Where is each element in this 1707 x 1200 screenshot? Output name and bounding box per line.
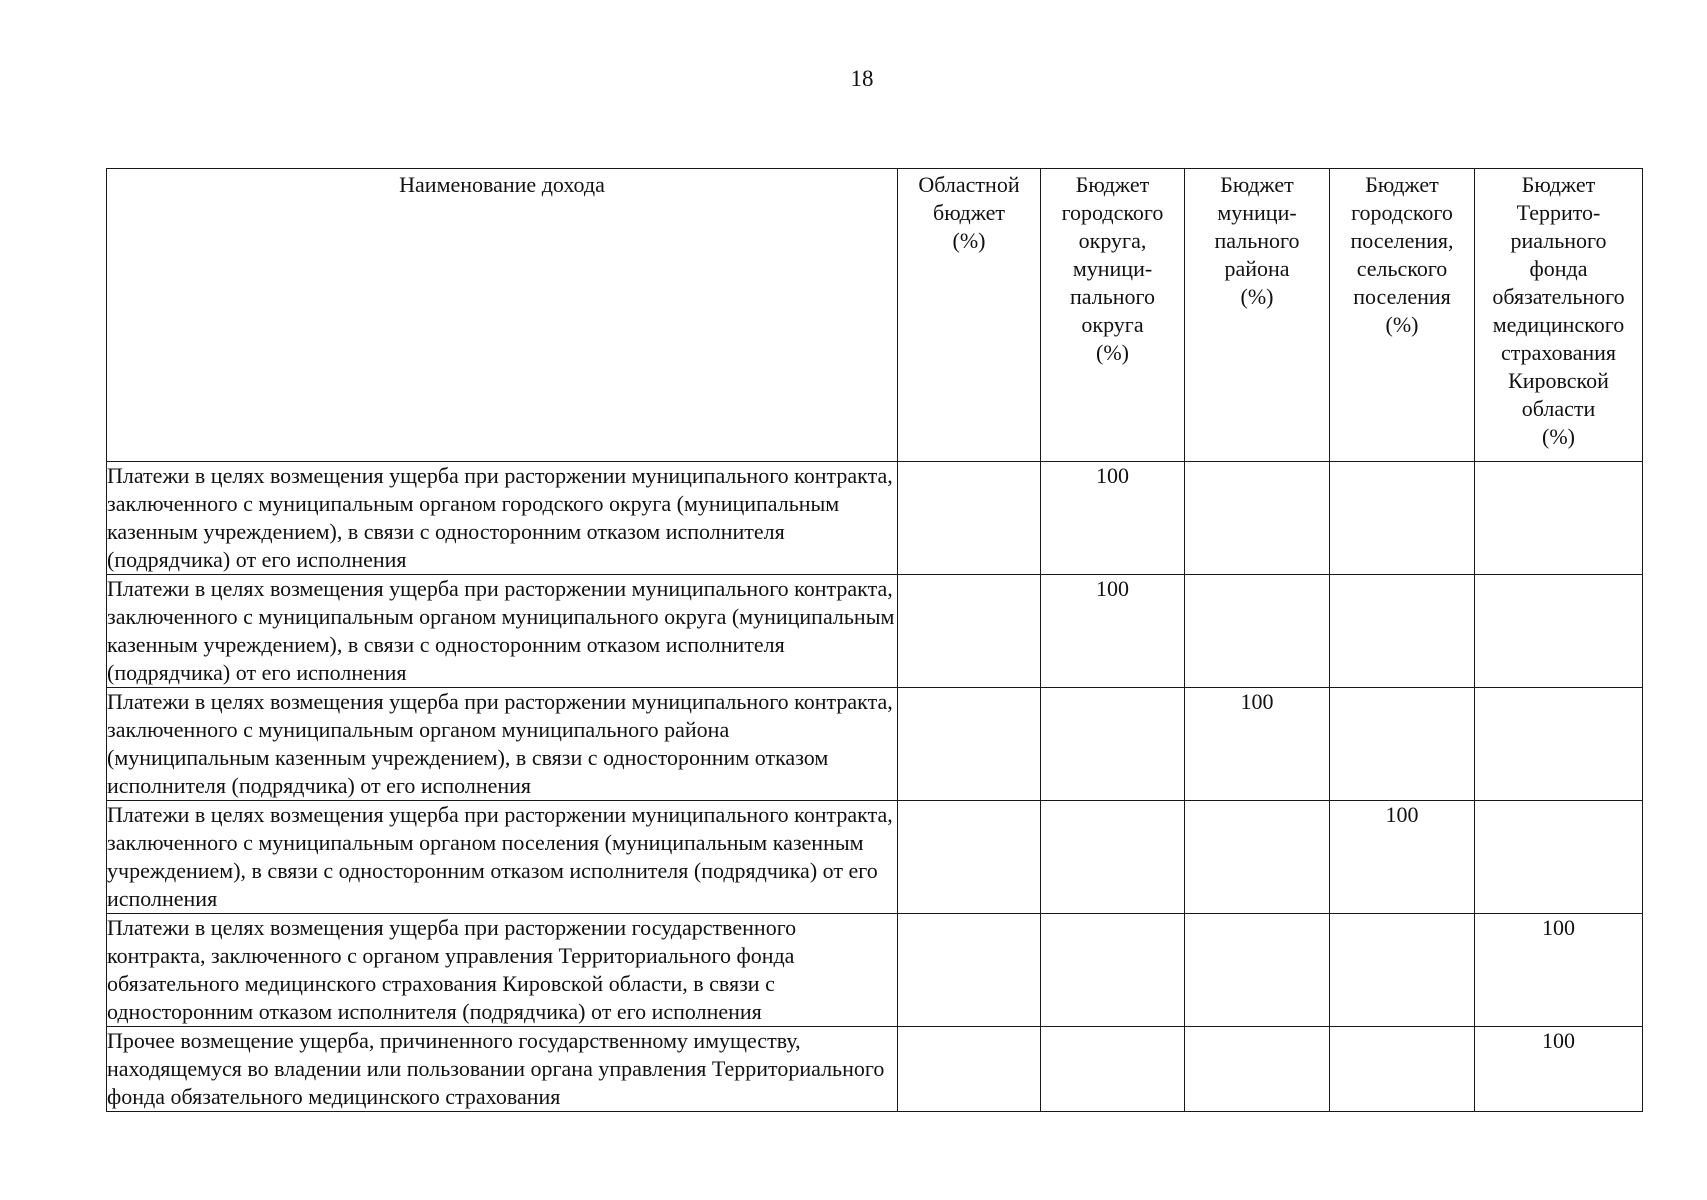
- header-line: риального: [1510, 228, 1607, 253]
- percentage-cell: [1330, 688, 1475, 801]
- header-line: Наименование дохода: [399, 172, 605, 197]
- percentage-cell: 100: [1475, 914, 1643, 1027]
- income-name-cell: Платежи в целях возмещения ущерба при расторжении муниципального контракта, заключенного с муниципальным органом муниципального округа (муниципальным казенным учреждением), в связи с односторонним отказом исполнителя (подрядчика) от его исполнения: [107, 575, 898, 688]
- percentage-cell: [1475, 801, 1643, 914]
- percentage-cell: [898, 801, 1041, 914]
- income-distribution-table: [106, 168, 1643, 1112]
- percentage-cell: [1041, 914, 1185, 1027]
- header-income-name: [107, 169, 898, 462]
- table-header-row: [107, 169, 1643, 462]
- income-name-cell: Прочее возмещение ущерба, причиненного государственному имуществу, находящемуся во владении или пользовании органа управления Территориального фонда обязательного медицинского страхования: [107, 1027, 898, 1112]
- percentage-cell: 100: [1185, 688, 1330, 801]
- header-health-insurance-fund-budget: [1475, 169, 1643, 462]
- header-line: бюджет: [933, 200, 1005, 225]
- header-line: муници-: [1072, 256, 1153, 281]
- table-row: [107, 462, 1643, 575]
- header-line: области: [1521, 396, 1596, 421]
- percentage-cell: [1475, 688, 1643, 801]
- header-regional-budget: [898, 169, 1041, 462]
- percentage-cell: [898, 462, 1041, 575]
- header-line: пального: [1070, 284, 1155, 309]
- header-line: поселения,: [1350, 228, 1454, 253]
- header-line: городского: [1061, 200, 1164, 225]
- header-line: Бюджет: [1521, 172, 1596, 197]
- percentage-cell: 100: [1330, 801, 1475, 914]
- header-line: медицинского: [1492, 312, 1625, 337]
- percentage-cell: [1330, 575, 1475, 688]
- percentage-cell: [1185, 462, 1330, 575]
- income-name-cell: Платежи в целях возмещения ущерба при расторжении муниципального контракта, заключенного с муниципальным органом муниципального района (муниципальным казенным учреждением), в связи с односторонним отказом исполнителя (подрядчика) от его исполнения: [107, 688, 898, 801]
- header-municipal-district-budget: [1185, 169, 1330, 462]
- percentage-cell: [898, 575, 1041, 688]
- header-line: обязательного: [1492, 284, 1625, 309]
- header-line: округа,: [1078, 228, 1147, 253]
- header-line: поселения: [1353, 284, 1451, 309]
- table-row: [107, 801, 1643, 914]
- percentage-cell: [1475, 462, 1643, 575]
- page-number: 18: [850, 66, 874, 91]
- header-line: (%): [1385, 312, 1419, 337]
- header-line: Бюджет: [1220, 172, 1294, 197]
- percentage-cell: 100: [1041, 575, 1185, 688]
- table-row: [107, 1027, 1643, 1112]
- header-line: Кировской: [1508, 368, 1609, 393]
- header-line: Бюджет: [1075, 172, 1150, 197]
- header-line: Террито-: [1516, 200, 1601, 225]
- percentage-cell: [1330, 914, 1475, 1027]
- percentage-cell: [1185, 575, 1330, 688]
- percentage-cell: [1041, 688, 1185, 801]
- header-line: страхования: [1500, 340, 1617, 365]
- table-row: [107, 914, 1643, 1027]
- percentage-cell: [1041, 801, 1185, 914]
- header-line: Бюджет: [1365, 172, 1439, 197]
- header-line: (%): [1096, 340, 1129, 365]
- header-line: района: [1224, 256, 1290, 281]
- income-name-cell: Платежи в целях возмещения ущерба при расторжении государственного контракта, заключенного с органом управления Территориального фонда обязательного медицинского страхования Кировской области, в связи с односторонним отказом исполнителя (подрядчика) от его исполнения: [107, 914, 898, 1027]
- percentage-cell: [898, 914, 1041, 1027]
- percentage-cell: [1330, 462, 1475, 575]
- income-name-cell: Платежи в целях возмещения ущерба при расторжении муниципального контракта, заключенного с муниципальным органом поселения (муниципальным казенным учреждением), в связи с односторонним отказом исполнителя (подрядчика) от его исполнения: [107, 801, 898, 914]
- percentage-cell: [1330, 1027, 1475, 1112]
- header-line: муници-: [1217, 200, 1297, 225]
- header-line: пального: [1214, 228, 1300, 253]
- percentage-cell: [1041, 1027, 1185, 1112]
- percentage-cell: [898, 688, 1041, 801]
- header-line: (%): [1240, 284, 1274, 309]
- header-line: (%): [952, 228, 986, 253]
- table-row: [107, 575, 1643, 688]
- header-line: фонда: [1529, 256, 1588, 281]
- header-line: округа: [1081, 312, 1144, 337]
- header-settlement-budget: [1330, 169, 1475, 462]
- header-line: Областной: [918, 172, 1020, 197]
- header-line: городского: [1351, 200, 1453, 225]
- percentage-cell: [898, 1027, 1041, 1112]
- table-row: [107, 688, 1643, 801]
- percentage-cell: 100: [1041, 462, 1185, 575]
- percentage-cell: [1475, 575, 1643, 688]
- percentage-cell: [1185, 1027, 1330, 1112]
- header-line: сельского: [1356, 256, 1448, 281]
- header-line: (%): [1542, 424, 1575, 449]
- percentage-cell: [1185, 914, 1330, 1027]
- income-name-cell: Платежи в целях возмещения ущерба при расторжении муниципального контракта, заключенного с муниципальным органом городского округа (муниципальным казенным учреждением), в связи с односторонним отказом исполнителя (подрядчика) от его исполнения: [107, 462, 898, 575]
- header-city-district-budget: [1041, 169, 1185, 462]
- percentage-cell: [1185, 801, 1330, 914]
- percentage-cell: 100: [1475, 1027, 1643, 1112]
